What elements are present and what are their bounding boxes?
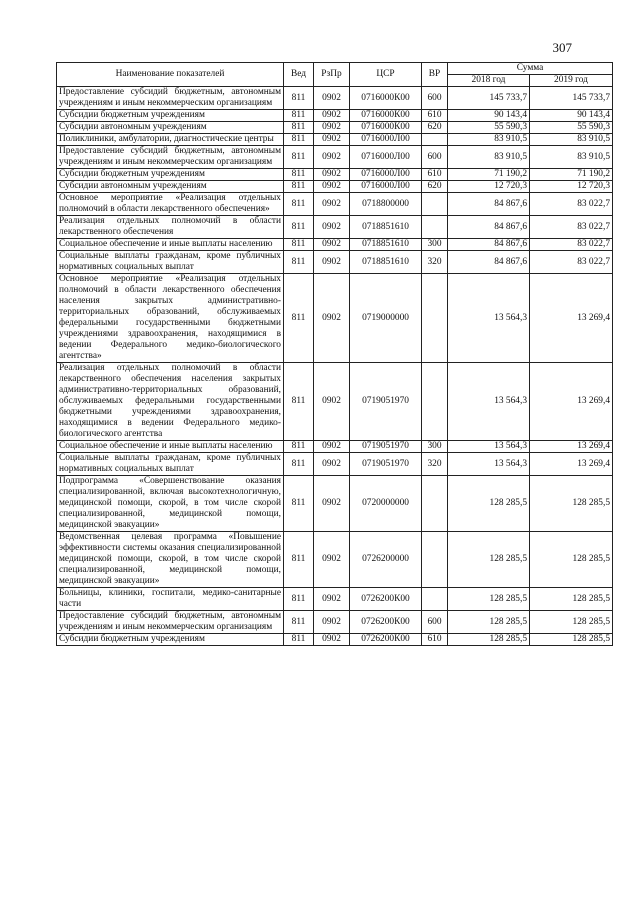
cell-y2019: 83 022,7 <box>530 193 613 216</box>
cell-name: Поликлиники, амбулатории, диагностические центры <box>57 134 284 146</box>
cell-vr: 620 <box>422 181 448 193</box>
cell-y2019: 55 590,3 <box>530 122 613 134</box>
cell-y2019: 13 269,4 <box>530 441 613 453</box>
cell-name: Субсидии автономным учреждениям <box>57 181 284 193</box>
cell-y2018: 84 867,6 <box>448 216 530 239</box>
cell-rzpr: 0902 <box>314 363 350 441</box>
cell-csr: 0719051970 <box>350 363 422 441</box>
cell-ved: 811 <box>284 134 314 146</box>
table-row <box>57 181 613 193</box>
cell-vr <box>422 363 448 441</box>
cell-y2019: 83 910,5 <box>530 146 613 169</box>
cell-y2018: 84 867,6 <box>448 193 530 216</box>
cell-name: Субсидии бюджетным учреждениям <box>57 110 284 122</box>
cell-name: Социальное обеспечение и иные выплаты населению <box>57 239 284 251</box>
cell-name: Подпрограмма «Совершенствование оказания специализированной, включая высокотехнологичную, медицинской помощи, скорой, в том числе скорой специализированной, медицинской помощи, медицинской эвакуации» <box>57 476 284 532</box>
header-year-2018: 2018 год <box>448 75 530 87</box>
cell-rzpr: 0902 <box>314 634 350 646</box>
cell-vr <box>422 476 448 532</box>
table-row <box>57 611 613 634</box>
header-name: Наименование показателей <box>57 63 284 87</box>
table-row <box>57 146 613 169</box>
cell-ved: 811 <box>284 239 314 251</box>
cell-ved: 811 <box>284 274 314 363</box>
cell-vr: 320 <box>422 251 448 274</box>
cell-rzpr: 0902 <box>314 87 350 110</box>
cell-name: Субсидии бюджетным учреждениям <box>57 169 284 181</box>
cell-vr: 620 <box>422 122 448 134</box>
cell-name: Ведомственная целевая программа «Повышение эффективности системы оказания специализированной медицинской помощи, скорой, в том числе скорой специализированной, медицинской помощи, медицинской эвакуации» <box>57 532 284 588</box>
cell-vr <box>422 588 448 611</box>
cell-y2019: 83 022,7 <box>530 239 613 251</box>
cell-rzpr: 0902 <box>314 251 350 274</box>
cell-rzpr: 0902 <box>314 122 350 134</box>
table-row <box>57 193 613 216</box>
cell-vr: 610 <box>422 634 448 646</box>
cell-rzpr: 0902 <box>314 532 350 588</box>
cell-y2018: 83 910,5 <box>448 146 530 169</box>
table-row <box>57 122 613 134</box>
cell-ved: 811 <box>284 453 314 476</box>
cell-y2019: 128 285,5 <box>530 476 613 532</box>
table-row <box>57 588 613 611</box>
table-row <box>57 532 613 588</box>
cell-csr: 0726200000 <box>350 532 422 588</box>
cell-rzpr: 0902 <box>314 146 350 169</box>
cell-ved: 811 <box>284 532 314 588</box>
cell-y2018: 13 564,3 <box>448 441 530 453</box>
cell-ved: 811 <box>284 588 314 611</box>
cell-csr: 0716000К00 <box>350 110 422 122</box>
cell-csr: 0726200К00 <box>350 611 422 634</box>
cell-y2019: 128 285,5 <box>530 611 613 634</box>
cell-name: Реализация отдельных полномочий в области лекарственного обеспечения <box>57 216 284 239</box>
table-row <box>57 134 613 146</box>
cell-ved: 811 <box>284 110 314 122</box>
cell-vr <box>422 134 448 146</box>
cell-csr: 0718851610 <box>350 251 422 274</box>
cell-csr: 0720000000 <box>350 476 422 532</box>
header-csr: ЦСР <box>350 63 422 87</box>
cell-rzpr: 0902 <box>314 134 350 146</box>
budget-table <box>56 62 613 646</box>
cell-ved: 811 <box>284 122 314 134</box>
cell-csr: 0719051970 <box>350 441 422 453</box>
cell-vr: 300 <box>422 441 448 453</box>
cell-name: Социальные выплаты гражданам, кроме публичных нормативных социальных выплат <box>57 453 284 476</box>
cell-vr <box>422 274 448 363</box>
cell-csr: 0716000Л00 <box>350 181 422 193</box>
cell-vr <box>422 532 448 588</box>
cell-y2019: 13 269,4 <box>530 274 613 363</box>
cell-y2018: 128 285,5 <box>448 476 530 532</box>
cell-vr: 600 <box>422 87 448 110</box>
cell-y2019: 71 190,2 <box>530 169 613 181</box>
cell-name: Больницы, клиники, госпитали, медико-санитарные части <box>57 588 284 611</box>
cell-ved: 811 <box>284 181 314 193</box>
cell-csr: 0719000000 <box>350 274 422 363</box>
cell-ved: 811 <box>284 634 314 646</box>
cell-name: Предоставление субсидий бюджетным, автономным учреждениям и иным некоммерческим организациям <box>57 611 284 634</box>
cell-rzpr: 0902 <box>314 611 350 634</box>
cell-y2019: 128 285,5 <box>530 588 613 611</box>
table-row <box>57 274 613 363</box>
cell-rzpr: 0902 <box>314 441 350 453</box>
cell-rzpr: 0902 <box>314 274 350 363</box>
cell-rzpr: 0902 <box>314 588 350 611</box>
cell-name: Субсидии автономным учреждениям <box>57 122 284 134</box>
cell-vr: 300 <box>422 239 448 251</box>
cell-y2019: 83 910,5 <box>530 134 613 146</box>
header-vr: ВР <box>422 63 448 87</box>
header-sum: Сумма <box>448 63 613 75</box>
cell-y2018: 71 190,2 <box>448 169 530 181</box>
cell-rzpr: 0902 <box>314 169 350 181</box>
cell-y2019: 83 022,7 <box>530 216 613 239</box>
cell-vr: 610 <box>422 169 448 181</box>
cell-ved: 811 <box>284 193 314 216</box>
cell-rzpr: 0902 <box>314 193 350 216</box>
cell-ved: 811 <box>284 363 314 441</box>
table-row <box>57 453 613 476</box>
cell-y2019: 128 285,5 <box>530 634 613 646</box>
cell-vr: 600 <box>422 611 448 634</box>
cell-csr: 0718851610 <box>350 239 422 251</box>
cell-y2018: 90 143,4 <box>448 110 530 122</box>
cell-y2018: 128 285,5 <box>448 588 530 611</box>
cell-y2019: 145 733,7 <box>530 87 613 110</box>
cell-rzpr: 0902 <box>314 110 350 122</box>
cell-name: Реализация отдельных полномочий в области лекарственного обеспечения населения закрытых административно-территориальных образований, обслуживаемых федеральными государственными бюджетными учреждениями здравоохранения, находящимися в ведении Федерального медико-биологического агентства <box>57 363 284 441</box>
cell-csr: 0726200К00 <box>350 634 422 646</box>
cell-y2018: 13 564,3 <box>448 363 530 441</box>
cell-y2018: 13 564,3 <box>448 274 530 363</box>
cell-y2018: 84 867,6 <box>448 239 530 251</box>
table-row <box>57 87 613 110</box>
cell-ved: 811 <box>284 611 314 634</box>
cell-csr: 0716000Л00 <box>350 146 422 169</box>
cell-y2018: 84 867,6 <box>448 251 530 274</box>
table-row <box>57 634 613 646</box>
cell-rzpr: 0902 <box>314 216 350 239</box>
cell-name: Социальные выплаты гражданам, кроме публичных нормативных социальных выплат <box>57 251 284 274</box>
cell-y2018: 145 733,7 <box>448 87 530 110</box>
table-body <box>57 87 613 646</box>
cell-csr: 0716000К00 <box>350 122 422 134</box>
cell-name: Основное мероприятие «Реализация отдельных полномочий в области лекарственного обеспечения» <box>57 193 284 216</box>
cell-csr: 0716000Л00 <box>350 134 422 146</box>
cell-csr: 0718851610 <box>350 216 422 239</box>
header-rzpr: РзПр <box>314 63 350 87</box>
cell-csr: 0726200К00 <box>350 588 422 611</box>
cell-ved: 811 <box>284 476 314 532</box>
cell-y2018: 83 910,5 <box>448 134 530 146</box>
cell-rzpr: 0902 <box>314 239 350 251</box>
cell-csr: 0719051970 <box>350 453 422 476</box>
cell-y2018: 12 720,3 <box>448 181 530 193</box>
cell-ved: 811 <box>284 216 314 239</box>
cell-y2019: 13 269,4 <box>530 453 613 476</box>
cell-rzpr: 0902 <box>314 476 350 532</box>
cell-name: Предоставление субсидий бюджетным, автономным учреждениям и иным некоммерческим организациям <box>57 146 284 169</box>
table-row <box>57 110 613 122</box>
table-row <box>57 169 613 181</box>
table-header <box>57 63 613 87</box>
header-year-2019: 2019 год <box>530 75 613 87</box>
cell-name: Основное мероприятие «Реализация отдельных полномочий в области лекарственного обеспечения населения закрытых административно-территориальных образований, обслуживаемых федеральными государственными бюджетными учреждениями здравоохранения, находящимися в ведении Федерального медико-биологического агентства» <box>57 274 284 363</box>
cell-y2018: 128 285,5 <box>448 532 530 588</box>
table-row <box>57 363 613 441</box>
table-row <box>57 476 613 532</box>
cell-ved: 811 <box>284 251 314 274</box>
cell-ved: 811 <box>284 146 314 169</box>
header-ved: Вед <box>284 63 314 87</box>
cell-y2019: 13 269,4 <box>530 363 613 441</box>
page-number: 307 <box>552 40 572 55</box>
cell-rzpr: 0902 <box>314 181 350 193</box>
table-row <box>57 216 613 239</box>
cell-y2018: 128 285,5 <box>448 634 530 646</box>
cell-y2018: 13 564,3 <box>448 453 530 476</box>
cell-csr: 0716000Л00 <box>350 169 422 181</box>
cell-vr: 320 <box>422 453 448 476</box>
cell-vr: 600 <box>422 146 448 169</box>
cell-y2018: 55 590,3 <box>448 122 530 134</box>
cell-name: Предоставление субсидий бюджетным, автономным учреждениям и иным некоммерческим организациям <box>57 87 284 110</box>
cell-name: Субсидии бюджетным учреждениям <box>57 634 284 646</box>
cell-rzpr: 0902 <box>314 453 350 476</box>
cell-csr: 0716000К00 <box>350 87 422 110</box>
cell-y2019: 128 285,5 <box>530 532 613 588</box>
table-row <box>57 251 613 274</box>
cell-csr: 0718800000 <box>350 193 422 216</box>
table-row <box>57 239 613 251</box>
cell-y2019: 90 143,4 <box>530 110 613 122</box>
cell-ved: 811 <box>284 87 314 110</box>
cell-y2018: 128 285,5 <box>448 611 530 634</box>
cell-ved: 811 <box>284 169 314 181</box>
cell-vr: 610 <box>422 110 448 122</box>
cell-vr <box>422 216 448 239</box>
cell-vr <box>422 193 448 216</box>
cell-y2019: 12 720,3 <box>530 181 613 193</box>
cell-ved: 811 <box>284 441 314 453</box>
cell-name: Социальное обеспечение и иные выплаты населению <box>57 441 284 453</box>
cell-y2019: 83 022,7 <box>530 251 613 274</box>
table-row <box>57 441 613 453</box>
